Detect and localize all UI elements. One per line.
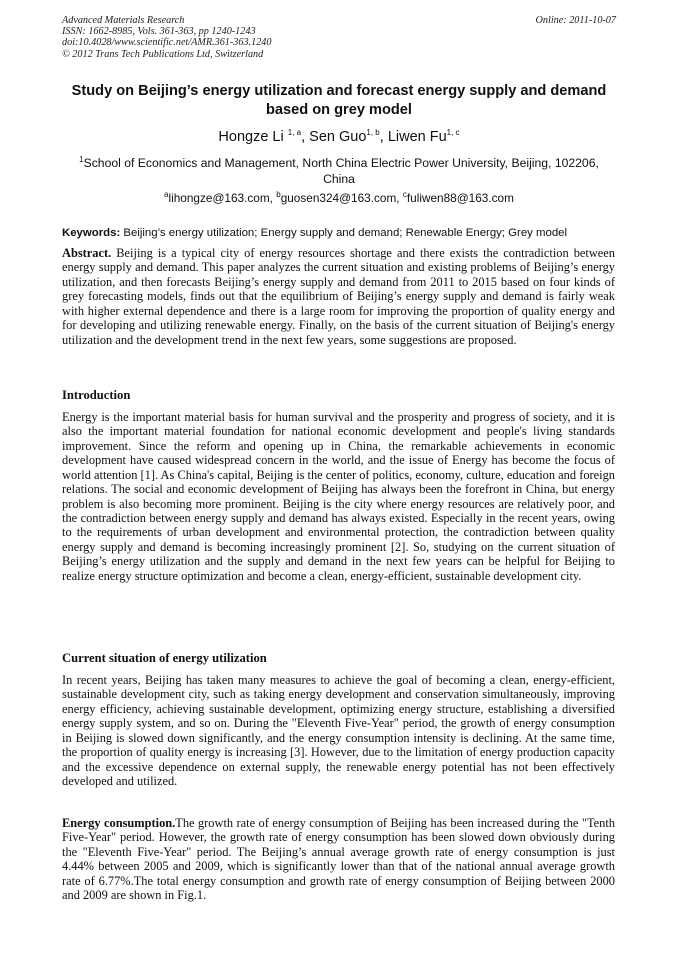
author bbox=[309, 129, 388, 145]
abstract-text: Beijing is a typical city of energy resources shortage and there exists the contradiction between energy supply and demand. This paper analyzes the current situation and existing problems of Beijing’s energy utilization, and then forecasts Beijing’s energy supply and demand from 2011 to 2015 based on four kinds of grey forecasting models, finds out that the equilibrium of Beijing’s energy supply and demand is fairly weak with higher external dependence and there is a large room for improving the proportion of quality energy and for developing and utilizing renewable energy. Finally, on the basis of the current situation of Beijing's energy utilization and the development trend in the next few years, some suggestions are proposed. bbox=[62, 246, 615, 347]
email-superscript: a bbox=[164, 190, 169, 200]
doi-line: doi:10.4028/www.scientific.net/AMR.361-363.1240 bbox=[62, 37, 272, 49]
author bbox=[218, 129, 309, 145]
author-superscript: 1, c bbox=[446, 128, 460, 138]
keywords-text: Beijing’s energy utilization; Energy supply and demand; Renewable Energy; Grey model bbox=[123, 227, 568, 239]
author-name: Sen Guo bbox=[309, 129, 367, 145]
energy-consumption-label: Energy consumption. bbox=[62, 816, 176, 830]
current-situation-heading: Current situation of energy utilization bbox=[62, 651, 267, 665]
journal-header bbox=[62, 15, 616, 60]
email-superscript: c bbox=[402, 190, 407, 200]
keywords bbox=[62, 226, 622, 240]
author-name: Liwen Fu bbox=[387, 129, 447, 145]
email-separator: , bbox=[269, 191, 277, 205]
journal-name: Advanced Materials Research bbox=[62, 15, 185, 26]
author bbox=[388, 129, 460, 145]
introduction-paragraph: Energy is the important material basis for human survival and the prosperity and progress of society, and it is also the important material foundation for national economic development and people's living standards improvement. Since the reform and opening up in China, the remarkable achievements in economic development have caused widespread concern in the world, and the issue of Energy has become the focus of world attention [1]. As China's capital, Beijing is the center of politics, economy, culture, education and foreign relations. The social and economic development of Beijing has always been the forefront in China, but energy problem is also becoming more prominent. Beijing is the city where energy resources are relatively poor, and the contradiction between energy supply and demand has always existed. Especially in the recent years, owing to the requirements of urban development and environmental protection, the contradiction between quality energy supply and demand is becoming increasingly prominent [2]. So, studying on the current situation of Beijing’s energy utilization and the supply and demand in the next few years can be helpful for Beijing to realize energy structure optimization and become a clean, energy-efficient, sustainable development city. bbox=[62, 410, 615, 583]
issn-line: ISSN: 1662-8985, Vols. 361-363, pp 1240-1243 bbox=[62, 26, 256, 38]
energy-consumption-text: The growth rate of energy consumption of Beijing has been increased during the "Tenth Five-Year" period. However, the growth rate of energy consumption has been slowed down obviously during the "Eleventh Five-Year" period. The Beijing’s annual average growth rate of energy consumption is just 4.44% between 2005 and 2009, which is significantly lower than that of the national annual average growth rate of 6.77%.The total energy consumption and growth rate of energy consumption of Beijing between 2000 and 2009 are shown in Fig.1. bbox=[62, 816, 615, 903]
abstract bbox=[62, 246, 615, 347]
author-name: Hongze Li bbox=[218, 129, 284, 145]
author-superscript: 1, a bbox=[287, 128, 302, 138]
paper-title: Study on Beijing’s energy utilization and forecast energy supply and demand based on grey model bbox=[71, 83, 607, 118]
abstract-label: Abstract. bbox=[62, 246, 112, 260]
author-separator: , bbox=[301, 129, 310, 145]
introduction-heading: Introduction bbox=[62, 388, 131, 402]
email-list bbox=[62, 191, 616, 206]
affiliation-superscript: 1 bbox=[79, 154, 84, 164]
email-address: fuliwen88@163.com bbox=[406, 191, 514, 205]
email-address: lihongze@163.com bbox=[168, 191, 270, 205]
energy-consumption-paragraph bbox=[62, 816, 615, 903]
copyright-line: © 2012 Trans Tech Publications Ltd, Switzerland bbox=[62, 48, 264, 60]
author-separator: , bbox=[379, 129, 388, 145]
author-list bbox=[62, 128, 616, 146]
keywords-label: Keywords: bbox=[62, 227, 121, 239]
affiliation-text: School of Economics and Management, North China Electric Power University, Beijing, 102206, China bbox=[83, 156, 599, 186]
affiliation bbox=[62, 155, 616, 187]
email-address: guosen324@163.com bbox=[280, 191, 397, 205]
author-superscript: 1, b bbox=[366, 128, 380, 138]
email-superscript: b bbox=[276, 190, 281, 200]
current-situation-paragraph: In recent years, Beijing has taken many measures to achieve the goal of becoming a clean, energy-efficient, sustainable development city, such as taking energy development and conservation simultaneously, improving energy efficiency, achieving sustainable development, optimizing energy structure, establishing a diversified energy supply system, and so on. During the "Eleventh Five-Year" period, the growth of energy consumption in Beijing is slowed down significantly, and the energy consumption intensity is declining. At the same time, the proportion of quality energy is increasing [3]. However, due to the limitation of energy production capacity and the excessive dependence on external supply, the renewable energy potential has not been effectively developed and utilized. bbox=[62, 673, 615, 788]
online-date: Online: 2011-10-07 bbox=[535, 15, 616, 26]
email-separator: , bbox=[396, 191, 403, 205]
